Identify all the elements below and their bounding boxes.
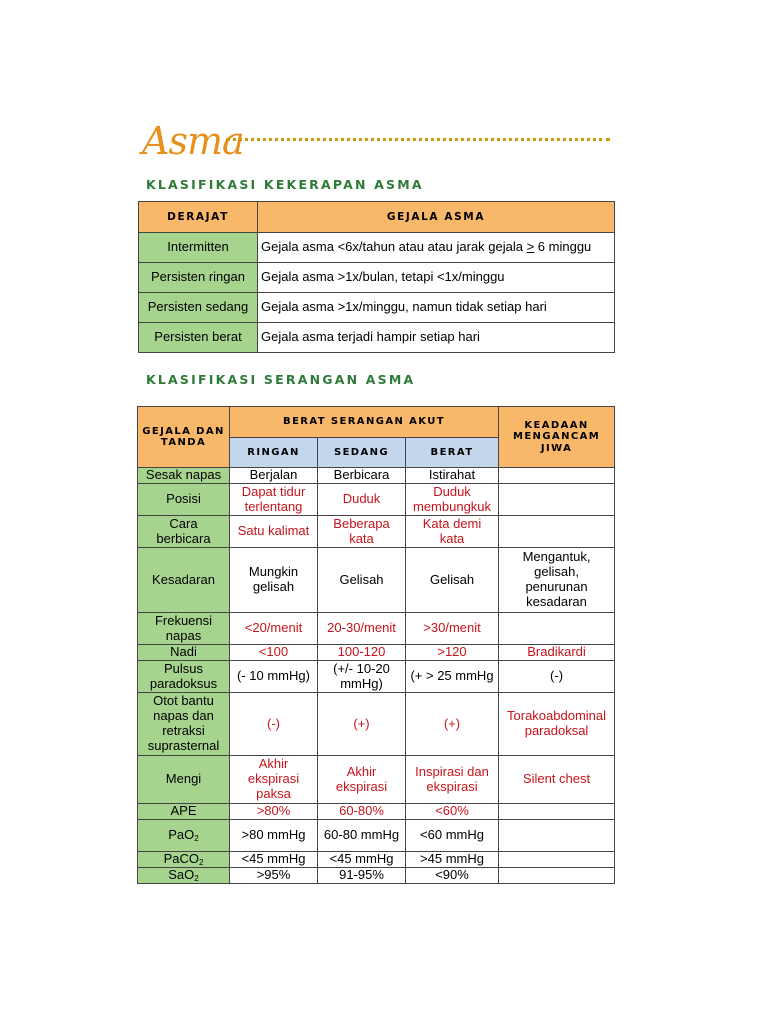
frequency-level-cell: Persisten berat xyxy=(139,323,258,353)
title-block xyxy=(142,116,612,166)
frequency-table xyxy=(138,201,615,353)
symptom-name: SaO xyxy=(168,867,195,883)
attack-row xyxy=(138,548,615,613)
symptom-cell xyxy=(138,645,230,661)
header-sedang: SEDANG xyxy=(318,438,406,468)
attack-row xyxy=(138,613,615,645)
symptom-subscript: 2 xyxy=(194,833,199,843)
ringan-cell: <20/menit xyxy=(230,613,318,645)
symptom-name: Mengi xyxy=(165,771,202,787)
header-derajat: DERAJAT xyxy=(139,202,258,233)
attack-row xyxy=(138,820,615,852)
berat-cell: (+) xyxy=(406,693,499,756)
frequency-level-cell: Persisten ringan xyxy=(139,263,258,293)
mengancam-jiwa-cell: Mengantuk, gelisah, penurunan kesadaran xyxy=(499,548,615,613)
description-mark: > xyxy=(526,239,535,255)
ringan-cell: Berjalan xyxy=(230,468,318,484)
page-title: Asma xyxy=(142,119,244,163)
symptom-name: Cara berbicara xyxy=(156,515,211,546)
symptom-name: Otot bantu napas dan retraksi suprasternal xyxy=(147,693,220,753)
frequency-table-body xyxy=(139,233,615,353)
section-heading-attack: KLASIFIKASI SERANGAN ASMA xyxy=(146,372,416,387)
attack-row xyxy=(138,693,615,756)
symptom-cell xyxy=(138,468,230,484)
symptom-name: Frekuensi napas xyxy=(154,612,213,643)
berat-cell: Gelisah xyxy=(406,548,499,613)
sedang-cell: Berbicara xyxy=(318,468,406,484)
berat-cell: <60% xyxy=(406,804,499,820)
frequency-level-cell: Persisten sedang xyxy=(139,293,258,323)
frequency-row xyxy=(139,263,615,293)
symptom-name: APE xyxy=(170,803,197,819)
frequency-description-cell xyxy=(258,263,615,293)
symptom-cell xyxy=(138,756,230,804)
header-gejala-asma: GEJALA ASMA xyxy=(258,202,615,233)
symptom-cell xyxy=(138,613,230,645)
ringan-cell: <100 xyxy=(230,645,318,661)
mengancam-jiwa-cell xyxy=(499,868,615,884)
berat-cell: >30/menit xyxy=(406,613,499,645)
ringan-cell: Dapat tidur terlentang xyxy=(230,484,318,516)
mengancam-jiwa-cell xyxy=(499,516,615,548)
symptom-name: Posisi xyxy=(166,491,201,507)
frequency-description-cell xyxy=(258,323,615,353)
ringan-cell: (- 10 mmHg) xyxy=(230,661,318,693)
berat-cell: <90% xyxy=(406,868,499,884)
symptom-cell xyxy=(138,548,230,613)
ringan-cell: Akhir ekspirasi paksa xyxy=(230,756,318,804)
symptom-cell xyxy=(138,868,230,884)
title-dotted-rule xyxy=(226,138,610,141)
symptom-cell xyxy=(138,852,230,868)
description-pre: Gejala asma >1x/minggu, namun tidak setiap hari xyxy=(261,299,547,315)
mengancam-jiwa-cell: Silent chest xyxy=(499,756,615,804)
berat-cell: (+ > 25 mmHg xyxy=(406,661,499,693)
description-pre: Gejala asma <6x/tahun atau atau jarak gejala xyxy=(261,239,527,255)
mengancam-jiwa-cell xyxy=(499,484,615,516)
frequency-description-cell xyxy=(258,293,615,323)
mengancam-jiwa-cell xyxy=(499,804,615,820)
attack-table xyxy=(137,406,615,884)
frequency-row xyxy=(139,293,615,323)
berat-cell: Duduk membungkuk xyxy=(406,484,499,516)
symptom-name: Sesak napas xyxy=(145,467,222,483)
description-post: 6 minggu xyxy=(534,239,592,255)
sedang-cell: (+) xyxy=(318,693,406,756)
symptom-name: Nadi xyxy=(170,644,197,660)
frequency-description-cell xyxy=(258,233,615,263)
ringan-cell: >95% xyxy=(230,868,318,884)
symptom-subscript: 2 xyxy=(198,858,204,867)
sedang-cell: 91-95% xyxy=(318,868,406,884)
sedang-cell: Akhir ekspirasi xyxy=(318,756,406,804)
frequency-row xyxy=(139,233,615,263)
berat-cell: <60 mmHg xyxy=(406,820,499,852)
berat-cell: >120 xyxy=(406,645,499,661)
ringan-cell: Satu kalimat xyxy=(230,516,318,548)
ringan-cell: >80 mmHg xyxy=(230,820,318,852)
berat-cell: Istirahat xyxy=(406,468,499,484)
symptom-subscript: 2 xyxy=(194,874,199,884)
attack-table-body xyxy=(138,468,615,884)
frequency-row xyxy=(139,323,615,353)
header-keadaan-mengancam-jiwa: KEADAAN MENGANCAM JIWA xyxy=(499,407,615,468)
berat-cell: Inspirasi dan ekspirasi xyxy=(406,756,499,804)
attack-row xyxy=(138,484,615,516)
symptom-cell xyxy=(138,516,230,548)
frequency-level-cell: Intermitten xyxy=(139,233,258,263)
mengancam-jiwa-cell xyxy=(499,820,615,852)
description-pre: Gejala asma >1x/bulan, tetapi <1x/minggu xyxy=(261,269,505,285)
mengancam-jiwa-cell: Bradikardi xyxy=(499,645,615,661)
berat-cell: >45 mmHg xyxy=(406,852,499,868)
sedang-cell: 60-80% xyxy=(318,804,406,820)
symptom-cell xyxy=(138,693,230,756)
sedang-cell: Gelisah xyxy=(318,548,406,613)
sedang-cell: <45 mmHg xyxy=(318,852,406,868)
symptom-cell xyxy=(138,804,230,820)
symptom-cell xyxy=(138,484,230,516)
header-ringan: RINGAN xyxy=(230,438,318,468)
attack-row xyxy=(138,868,615,884)
ringan-cell: (-) xyxy=(230,693,318,756)
symptom-name: Kesadaran xyxy=(152,571,215,587)
mengancam-jiwa-cell xyxy=(499,613,615,645)
sedang-cell: (+/- 10-20 mmHg) xyxy=(318,661,406,693)
description-pre: Gejala asma terjadi hampir setiap hari xyxy=(261,329,480,345)
attack-row xyxy=(138,661,615,693)
symptom-cell xyxy=(138,661,230,693)
symptom-name: Pulsus paradoksus xyxy=(149,660,218,691)
attack-row xyxy=(138,852,615,868)
header-gejala-dan-tanda: GEJALA DAN TANDA xyxy=(138,407,230,468)
attack-row xyxy=(138,516,615,548)
attack-row xyxy=(138,804,615,820)
mengancam-jiwa-cell: (-) xyxy=(499,661,615,693)
header-berat-serangan-akut: BERAT SERANGAN AKUT xyxy=(230,407,499,438)
mengancam-jiwa-cell xyxy=(499,852,615,868)
symptom-name: PaO xyxy=(168,826,195,842)
mengancam-jiwa-cell xyxy=(499,468,615,484)
berat-cell: Kata demi kata xyxy=(406,516,499,548)
symptom-name: PaCO xyxy=(163,851,199,866)
header-berat: BERAT xyxy=(406,438,499,468)
sedang-cell: 100-120 xyxy=(318,645,406,661)
sedang-cell: Beberapa kata xyxy=(318,516,406,548)
frequency-table-header xyxy=(139,202,615,233)
attack-table-header-row-1 xyxy=(138,407,615,438)
mengancam-jiwa-cell: Torakoabdominal paradoksal xyxy=(499,693,615,756)
sedang-cell: 20-30/menit xyxy=(318,613,406,645)
symptom-cell xyxy=(138,820,230,852)
section-heading-frequency: KLASIFIKASI KEKERAPAN ASMA xyxy=(146,177,424,192)
attack-row xyxy=(138,468,615,484)
ringan-cell: <45 mmHg xyxy=(230,852,318,868)
ringan-cell: Mungkin gelisah xyxy=(230,548,318,613)
attack-row xyxy=(138,756,615,804)
ringan-cell: >80% xyxy=(230,804,318,820)
sedang-cell: Duduk xyxy=(318,484,406,516)
sedang-cell: 60-80 mmHg xyxy=(318,820,406,852)
attack-row xyxy=(138,645,615,661)
